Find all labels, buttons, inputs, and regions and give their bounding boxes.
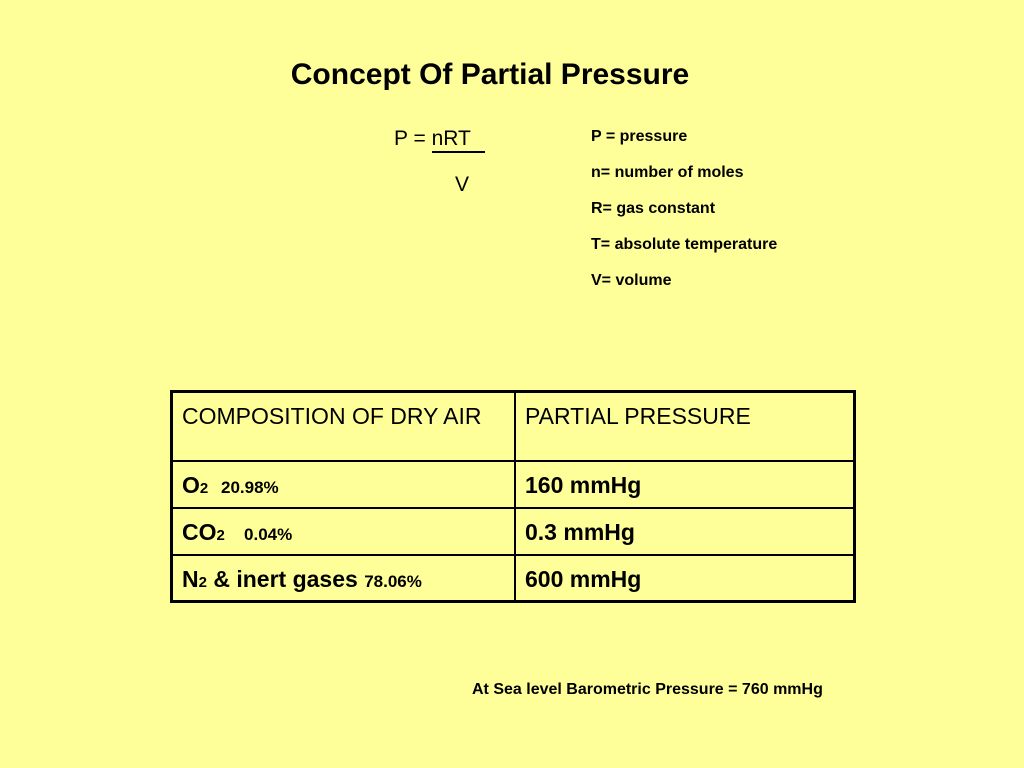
- gas-symbol: CO: [182, 518, 217, 545]
- gas-cell: [172, 461, 516, 508]
- formula-denominator: V: [455, 173, 470, 196]
- formula-lhs: P =: [394, 127, 432, 150]
- barometric-note: At Sea level Barometric Pressure = 760 mmHg: [472, 681, 823, 698]
- gas-subscript: 2: [198, 573, 207, 591]
- gas-percent: 20.98%: [221, 477, 279, 497]
- table-row: [172, 555, 855, 602]
- table-row: [172, 508, 855, 555]
- table-header-row: [172, 392, 855, 461]
- gas-subscript: 2: [199, 479, 209, 497]
- gas-percent: 0.04%: [244, 524, 293, 544]
- gas-cell: [172, 508, 516, 555]
- gas-symbol: N: [182, 565, 199, 592]
- gas-subscript: 2: [216, 526, 225, 544]
- definition-item: V= volume: [591, 272, 672, 289]
- formula-numerator: nRT: [432, 127, 485, 153]
- pressure-cell: 0.3 mmHg: [515, 508, 855, 555]
- air-composition-table: [170, 390, 856, 603]
- table-row: [172, 461, 855, 508]
- header-composition: COMPOSITION OF DRY AIR: [172, 392, 516, 461]
- variable-definitions: [591, 127, 777, 307]
- gas-rest: & inert gases: [206, 565, 358, 592]
- pressure-cell: 160 mmHg: [515, 461, 855, 508]
- pressure-cell: 600 mmHg: [515, 555, 855, 602]
- header-partial-pressure: PARTIAL PRESSURE: [515, 392, 855, 461]
- page-title: Concept Of Partial Pressure: [290, 58, 690, 91]
- gas-cell: [172, 555, 516, 602]
- definition-item: P = pressure: [591, 128, 688, 145]
- definition-item: n= number of moles: [591, 164, 744, 181]
- definition-item: R= gas constant: [591, 200, 716, 217]
- gas-percent: 78.06%: [364, 571, 422, 591]
- definition-item: T= absolute temperature: [591, 236, 778, 253]
- formula-numerator-line: [394, 127, 485, 153]
- gas-symbol: O: [182, 471, 200, 498]
